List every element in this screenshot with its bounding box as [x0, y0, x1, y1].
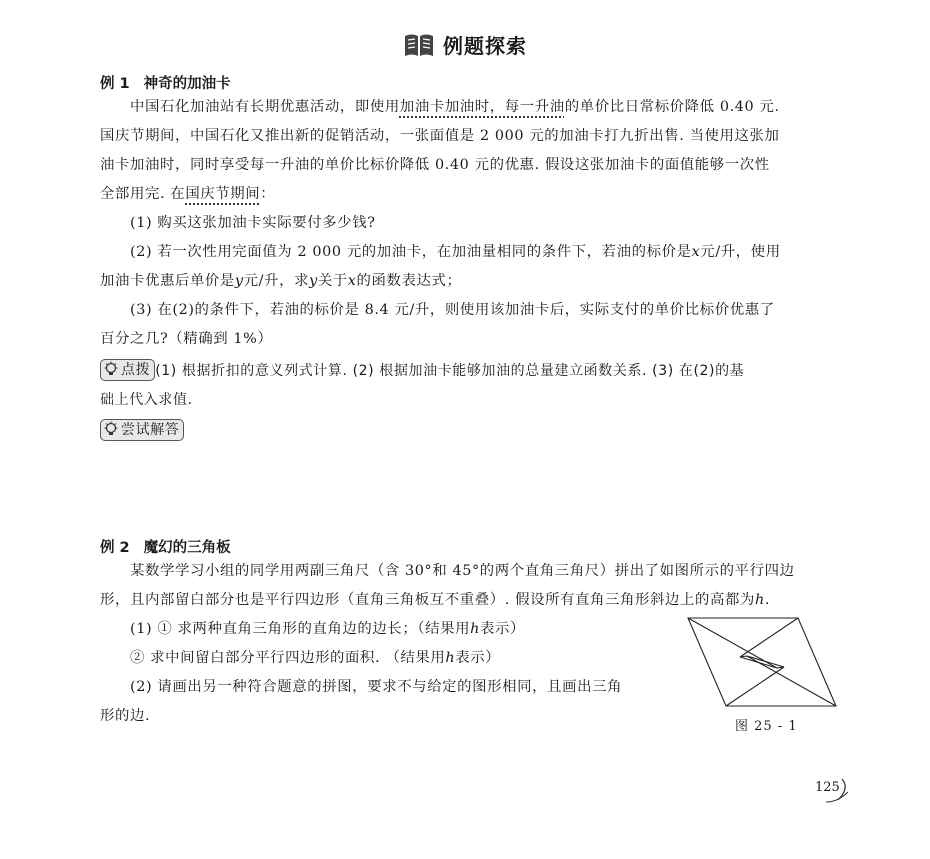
- section-header: [0, 30, 930, 59]
- emphasis-dotted-1: 加油卡加油时，每一升油: [399, 99, 565, 115]
- hint-text: (1) 根据折扣的意义列式计算. (2) 根据加油卡能够加油的总量建立函数关系. (3) 在(2)的基: [155, 363, 745, 379]
- question-3: (3) 在(2)的条件下，若油的标价是 8.4 元/升，则使用该加油卡后，实际支付的单价比标价优惠了: [130, 302, 775, 318]
- example2-question-1: (1) ① 求两种直角三角形的直角边的边长；（结果用h表示）: [130, 621, 525, 637]
- figure-caption: 图 25 - 1: [735, 719, 798, 734]
- try-answer-block: [100, 417, 835, 446]
- example2-question-2: (2) 请画出另一种符合题意的拼图，要求不与给定的图形相同，且画出三角: [130, 679, 623, 695]
- example2-question-2-cont: 形的边.: [100, 708, 151, 724]
- example1-heading: [100, 72, 231, 93]
- outer-parallelogram: [688, 618, 836, 706]
- example2-problem: 某数学学习小组的同学用两副三角尺（含 30°和 45°的两个直角三角尺）拼出了如图所示的平行四边 形，且内部留白部分也是平行四边形（直角三角板互不重叠）. 假设所有直角三角形斜边上的高都为h.: [100, 563, 795, 608]
- question-2: (2) 若一次性用完面值为 2 000 元的加油卡，在加油量相同的条件下，若油的标价是x元/升，使用: [130, 244, 781, 260]
- emphasis-dotted-2: 国庆节期间: [185, 186, 261, 202]
- open-book-icon: [403, 32, 435, 58]
- hint-badge: 点拨: [100, 359, 155, 381]
- example2-number: 例 2: [100, 540, 130, 556]
- section-title: 例题探索: [443, 34, 527, 58]
- try-answer-badge: 尝试解答: [100, 419, 184, 441]
- example1-problem: 中国石化加油站有长期优惠活动，即使用加油卡加油时，每一升油的单价比日常标价降低 0.40 元. 国庆节期间，中国石化又推出新的促销活动，一张面值是 2 000 元的加油卡打九折出售. 当使用这张加 油卡加油时，同时享受每一升油的单价比标价降低 0.40 元的优惠. 假设这张加油卡的面值能够一次性 全部用完. 在国庆节期间： (1) 购买这张加油卡实际要付多少钱? (2) 若一次性用完面值为 2 000 元的加油卡，在加油量相同的条件下，若油的标价是x元/升，使用 加油卡优惠后单价是y元/升，求y关于x的函数表达式； (3) 在(2)的条件下，若油的标价是 8.4 元/升，则使用该加油卡后，实际支付的单价比标价优惠了 百分之几?（精确到 1%） 点拨 (1) 根据折扣的意义列式计算. (2) 根据加油卡能够加油的总量建立函数关系. (3) 在(2)的基 础上代入求值. 尝试解答: [100, 93, 835, 446]
- hint-block: [100, 357, 835, 386]
- example2-title: 魔幻的三角板: [143, 540, 231, 556]
- example1-number: 例 1: [100, 76, 130, 92]
- lightbulb-icon: [103, 421, 119, 437]
- page-number: 125: [815, 780, 840, 795]
- example2-heading: [100, 536, 231, 557]
- lightbulb-icon: [103, 361, 119, 377]
- parallelogram-figure: [684, 614, 840, 710]
- example2-question-1-2: ② 求中间留白部分平行四边形的面积. （结果用h表示）: [130, 650, 501, 666]
- inner-parallelogram: [740, 656, 784, 668]
- example1-title: 神奇的加油卡: [143, 76, 231, 92]
- question-1: (1) 购买这张加油卡实际要付多少钱?: [130, 215, 376, 231]
